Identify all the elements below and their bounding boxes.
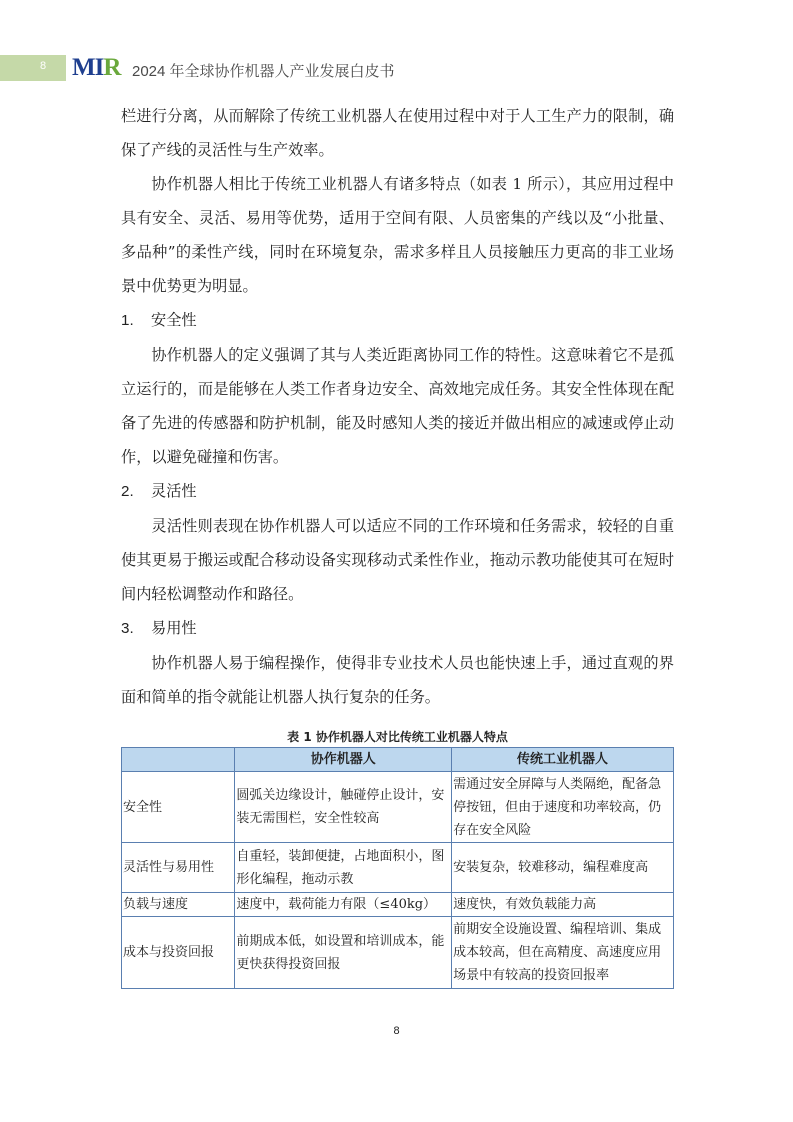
header-cell — [122, 748, 235, 772]
heading-text: 易用性 — [151, 619, 197, 637]
table-cell: 自重轻，装卸便捷，占地面积小，图形化编程，拖动示教 — [235, 843, 452, 893]
header-cell: 传统工业机器人 — [452, 748, 674, 772]
table-cell: 安装复杂，较难移动，编程难度高 — [452, 843, 674, 893]
heading-safety — [121, 303, 674, 338]
heading-text: 安全性 — [151, 311, 197, 329]
heading-number: 1. — [121, 312, 134, 329]
footer-page-number: 8 — [393, 1025, 400, 1037]
row-label: 灵活性与易用性 — [122, 843, 235, 893]
header-cell: 协作机器人 — [235, 748, 452, 772]
logo-main: MI — [72, 54, 104, 81]
table-cell: 前期成本低，如设置和培训成本，能更快获得投资回报 — [235, 917, 452, 989]
heading-number: 3. — [121, 620, 134, 637]
row-label: 负载与速度 — [122, 893, 235, 917]
paragraph-4: 灵活性则表现在协作机器人可以适应不同的工作环境和任务需求，较轻的自重使其更易于搬运或配合移动设备实现移动式柔性作业，拖动示教功能使其可在短时间内轻松调整动作和路径。 — [121, 517, 674, 603]
paragraph-3: 协作机器人的定义强调了其与人类近距离协同工作的特性。这意味着它不是孤立运行的，而是能够在人类工作者身边安全、高效地完成任务。其安全性体现在配备了先进的传感器和防护机制，能及时感知人类的接近并做出相应的减速或停止动作，以避免碰撞和伤害。 — [121, 346, 674, 466]
header-title: 2024 年全球协作机器人产业发展白皮书 — [132, 63, 395, 80]
body-text — [121, 99, 674, 714]
row-label: 成本与投资回报 — [122, 917, 235, 989]
paragraph-5: 协作机器人易于编程操作，使得非专业技术人员也能快速上手，通过直观的界面和简单的指令就能让机器人执行复杂的任务。 — [121, 654, 674, 706]
row-label: 安全性 — [122, 772, 235, 843]
table-cell: 圆弧关边缘设计，触碰停止设计，安装无需围栏，安全性较高 — [235, 772, 452, 843]
table-cell: 速度中，载荷能力有限（≤40kg） — [235, 893, 452, 917]
heading-number: 2. — [121, 483, 134, 500]
logo-accent: R — [103, 54, 121, 81]
comparison-table — [121, 747, 674, 989]
paragraph-1: 栏进行分离，从而解除了传统工业机器人在使用过程中对于人工生产力的限制，确保了产线的灵活性与生产效率。 — [121, 107, 674, 159]
header-band — [0, 55, 66, 81]
table-header-row — [122, 748, 674, 772]
table-cell: 需通过安全屏障与人类隔绝，配备急停按钮，但由于速度和功率较高，仍存在安全风险 — [452, 772, 674, 843]
table-cell: 速度快，有效负载能力高 — [452, 893, 674, 917]
header-page-number: 8 — [40, 60, 47, 72]
table-cell: 前期安全设施设置、编程培训、集成成本较高，但在高精度、高速度应用场景中有较高的投资回报率 — [452, 917, 674, 989]
heading-flexibility — [121, 474, 674, 509]
table-row — [122, 893, 674, 917]
heading-text: 灵活性 — [151, 482, 197, 500]
table-caption: 表 1 协作机器人对比传统工业机器人特点 — [287, 730, 508, 744]
heading-usability — [121, 611, 674, 646]
table-row — [122, 772, 674, 843]
mir-logo — [72, 54, 120, 82]
paragraph-2: 协作机器人相比于传统工业机器人有诸多特点（如表 1 所示），其应用过程中具有安全、灵活、易用等优势，适用于空间有限、人员密集的产线以及“小批量、多品种”的柔性产线，同时在环境复杂，需求多样且人员接触压力更高的非工业场景中优势更为明显。 — [121, 175, 674, 295]
table-row — [122, 917, 674, 989]
table-row — [122, 843, 674, 893]
